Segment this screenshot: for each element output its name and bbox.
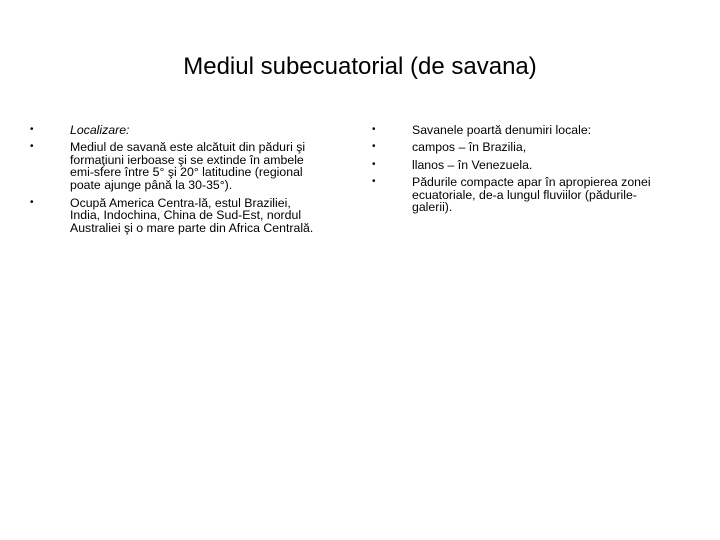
text-line: poate ajunge până la 30-35°). [70, 177, 233, 192]
bullet-dot-icon: • [30, 197, 34, 209]
text-line: Localizare: [70, 123, 130, 137]
bullet-text [412, 159, 702, 171]
text-line: Savanele poartă denumiri locale: [412, 123, 592, 137]
bullet-text [70, 141, 360, 191]
text-line: Pădurile compacte apar în apropierea zonei [412, 175, 651, 190]
bullet-text [412, 141, 702, 153]
text-line: ecuatoriale, de-a lungul fluviilor (pădurile- [412, 187, 637, 202]
bullet-dot-icon: • [372, 141, 376, 153]
bullet-dot-icon: • [372, 176, 376, 188]
bullet-dot-icon: • [30, 141, 34, 153]
bullet-item-campos [372, 141, 702, 153]
text-line: Australiei şi o mare parte din Africa Centrală. [70, 220, 314, 235]
slide-title: Mediul subecuatorial (de savana) [183, 53, 537, 80]
text-line: emi-sfere între 5° şi 20° latitudine (regional [70, 165, 303, 180]
bullet-text [412, 124, 702, 136]
text-line: llanos – în Venezuela. [412, 157, 533, 172]
text-line: India, Indochina, China de Sud-Est, nordul [70, 208, 302, 223]
text-line: formaţiuni ierboase şi se extinde în ambele [70, 152, 304, 167]
text-line: Ocupă America Centra-lă, estul Braziliei, [70, 196, 291, 211]
bullet-text [412, 176, 702, 213]
bullet-item-llanos [372, 159, 702, 171]
right-bullet-list [372, 124, 702, 218]
bullet-text [70, 197, 360, 234]
bullet-item-padurile [372, 176, 702, 213]
left-bullet-list [30, 124, 360, 239]
bullet-item-ocupa [30, 197, 360, 234]
bullet-item-localizare [30, 124, 360, 136]
bullet-dot-icon: • [30, 124, 34, 135]
text-line: campos – în Brazilia, [412, 140, 527, 155]
bullet-item-savanele [372, 124, 702, 136]
text-line: Mediul de savană este alcătuit din păduri şi [70, 140, 306, 155]
bullet-item-mediul [30, 141, 360, 191]
bullet-dot-icon: • [372, 158, 376, 170]
bullet-dot-icon: • [372, 124, 376, 135]
text-line: galerii). [412, 200, 453, 215]
bullet-text [70, 124, 360, 136]
